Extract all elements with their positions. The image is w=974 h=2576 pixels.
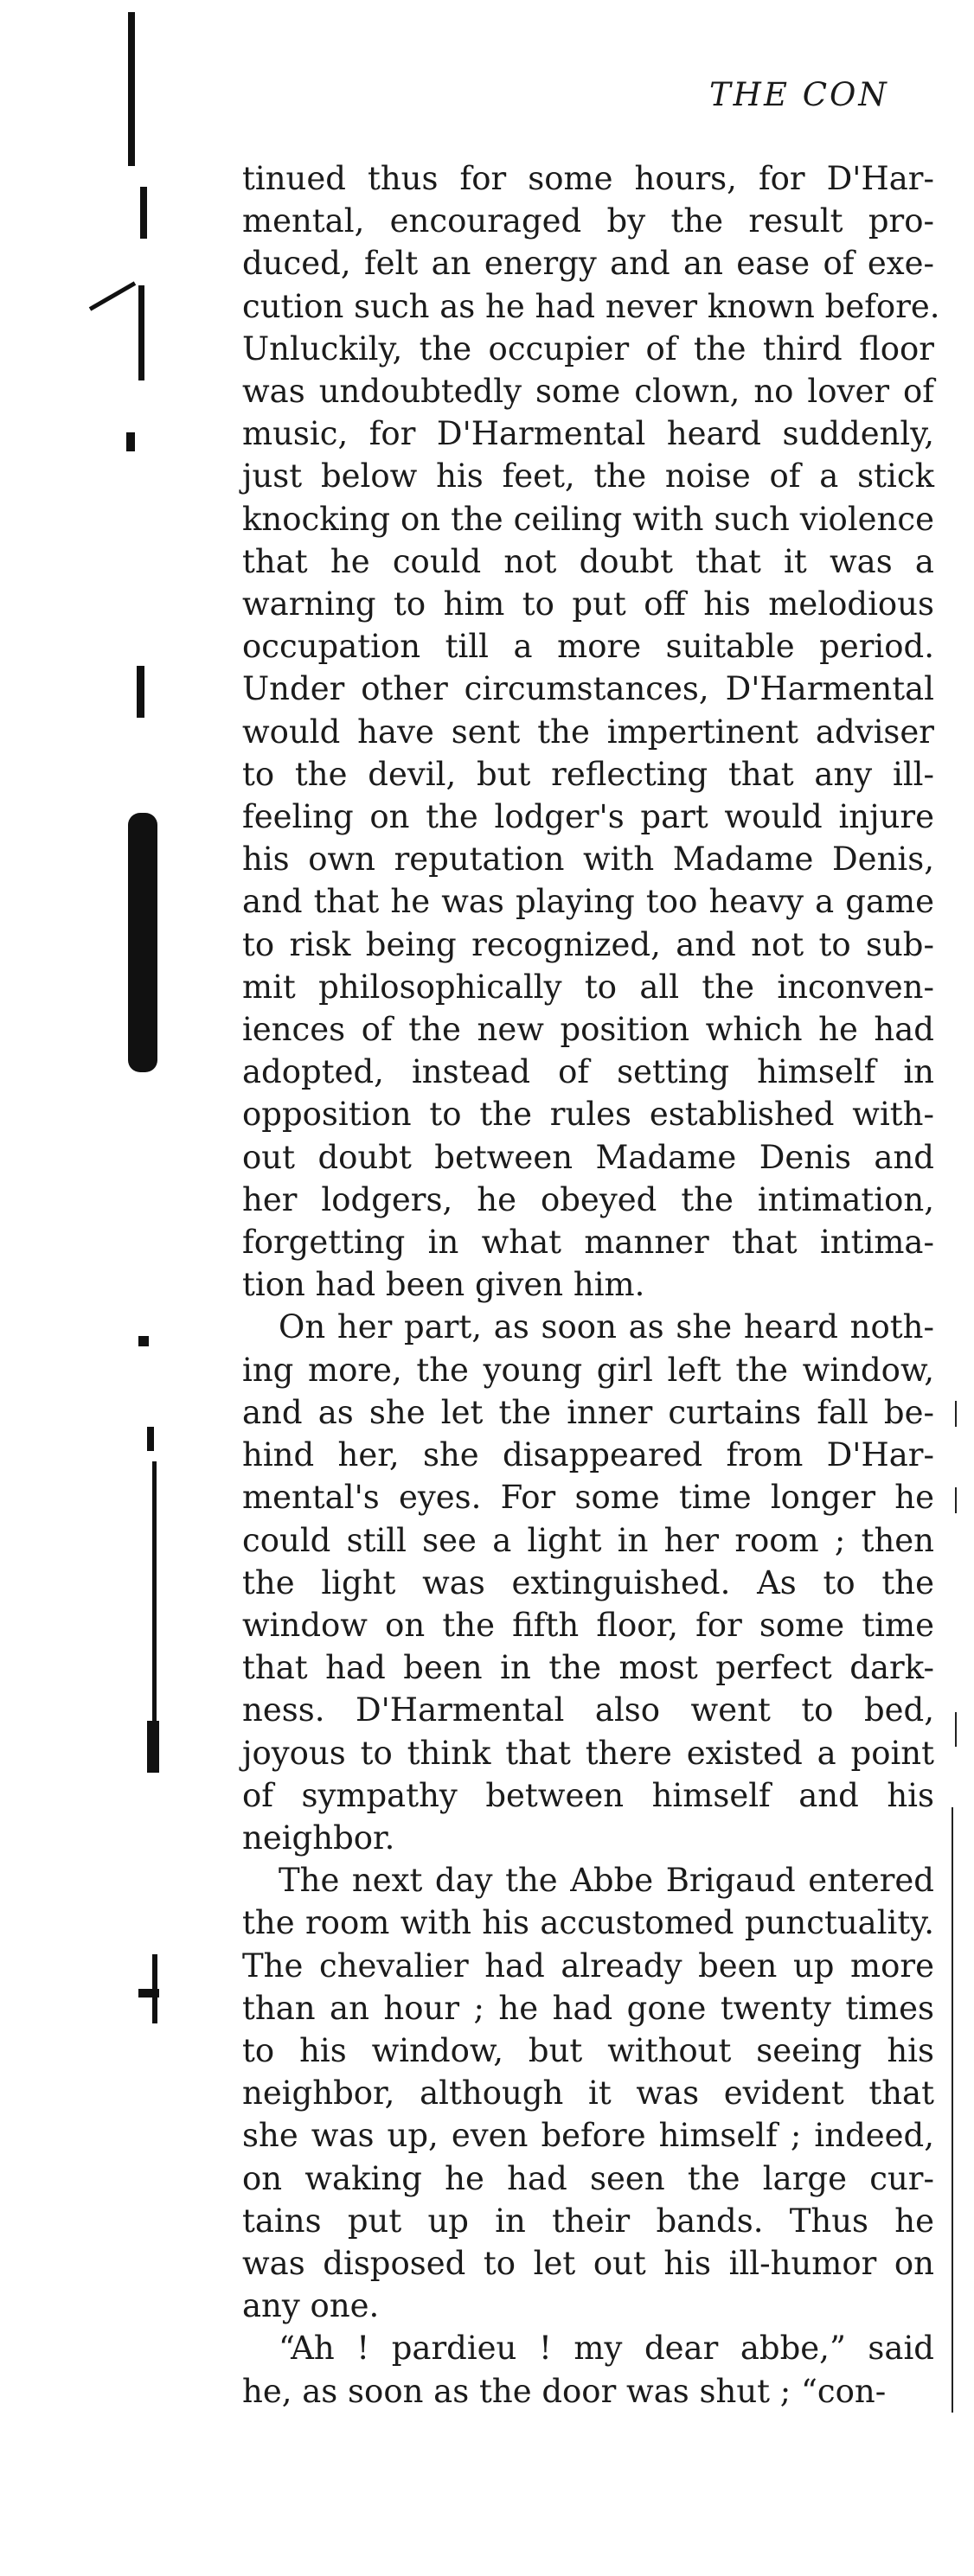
text-line: tains put up in their bands. Thus he <box>242 2202 934 2240</box>
page-edge-dash-1 <box>955 1401 957 1427</box>
text-line: feeling on the lodger's part would injure <box>242 798 934 836</box>
text-line: she was up, even before himself ; indeed, <box>242 2117 934 2155</box>
text-line: was undoubtedly some clown, no lover of <box>242 373 934 411</box>
text-line: to his window, but without seeing his <box>242 2031 934 2069</box>
paragraph-1 <box>242 157 940 1306</box>
running-head: THE CON <box>709 76 889 113</box>
body-text <box>242 157 940 2413</box>
text-line: tion had been given him. <box>242 1266 645 1304</box>
text-line: The chevalier had already been up more <box>242 1946 934 1985</box>
text-line: music, for D'Harmental heard suddenly, <box>242 415 934 453</box>
binding-mark-bottom-hook <box>138 1989 159 1998</box>
text-line: was disposed to let out his ill-humor on <box>242 2244 934 2282</box>
text-line: hind her, she disappeared from D'Har- <box>242 1436 934 1474</box>
binding-speck-3 <box>138 1336 149 1346</box>
binding-mark-lower-stem <box>152 1461 157 1764</box>
text-line: neighbor. <box>242 1819 395 1857</box>
text-line: warning to him to put off his melodious <box>242 585 934 623</box>
text-line: opposition to the rules established with- <box>242 1096 934 1134</box>
text-line: occupation till a more suitable period. <box>242 628 934 666</box>
text-line: of sympathy between himself and his <box>242 1776 934 1814</box>
text-line: mental, encouraged by the result pro- <box>242 202 934 240</box>
binding-speck-1 <box>126 432 135 451</box>
text-line: that he could not doubt that it was a <box>242 542 934 580</box>
text-line: knocking on the ceiling with such violence <box>242 500 934 538</box>
page-edge-dash-2 <box>955 1487 957 1513</box>
ink-blot <box>128 813 157 1072</box>
text-line: the light was extinguished. As to the <box>242 1563 934 1601</box>
text-line: adopted, instead of setting himself in <box>242 1053 934 1091</box>
page-edge-dash-3 <box>955 1712 957 1747</box>
text-line: to the devil, but reflecting that any ill- <box>242 755 934 793</box>
text-line: window on the fifth floor, for some time <box>242 1606 934 1644</box>
text-line: Under other circumstances, D'Harmental <box>242 670 934 708</box>
text-line: mit philosophically to all the inconven- <box>242 968 934 1006</box>
text-line: than an hour ; he had gone twenty times <box>242 1989 934 2027</box>
text-line: any one. <box>242 2287 380 2325</box>
text-line: The next day the Abbe Brigaud entered <box>279 1862 934 1900</box>
text-line: just below his feet, the noise of a stick <box>242 457 934 495</box>
text-line: would have sent the impertinent adviser <box>242 713 934 751</box>
text-line: mental's eyes. For some time longer he <box>242 1479 934 1517</box>
text-line: “Ah ! pardieu ! my dear abbe,” said <box>279 2330 934 2368</box>
text-line: On her part, as soon as she heard noth- <box>279 1308 934 1346</box>
text-line: ing more, the young girl left the window, <box>242 1351 934 1389</box>
binding-mark-stem <box>138 285 144 380</box>
text-line: to risk being recognized, and not to sub- <box>242 925 934 963</box>
text-line: out doubt between Madame Denis and <box>242 1138 934 1176</box>
binding-mark-curve <box>89 281 136 310</box>
text-line: he, as soon as the door was shut ; “con- <box>242 2372 887 2410</box>
text-line: Unluckily, the occupier of the third floor <box>242 329 934 368</box>
binding-mark-lower-1 <box>147 1427 154 1451</box>
text-line: her lodgers, he obeyed the intimation, <box>242 1180 934 1218</box>
paragraph-2 <box>242 1306 934 1859</box>
binding-speck-2 <box>137 666 144 718</box>
text-line: could still see a light in her room ; then <box>242 1521 934 1559</box>
text-line: ness. D'Harmental also went to bed, <box>242 1691 934 1729</box>
text-line: that had been in the most perfect dark- <box>242 1649 934 1687</box>
paragraph-3 <box>242 1859 934 2327</box>
text-line: and as she let the inner curtains fall be- <box>242 1393 934 1431</box>
text-line: the room with his accustomed punctuality. <box>242 1904 934 1942</box>
page-edge-rule <box>952 1807 953 2413</box>
paragraph-4 <box>242 2327 934 2412</box>
text-line: duced, felt an energy and an ease of exe- <box>242 245 934 283</box>
text-line: forgetting in what manner that intima- <box>242 1224 934 1262</box>
binding-mark-hook <box>140 187 147 239</box>
text-line: on waking he had seen the large cur- <box>242 2159 934 2197</box>
binding-mark-lower-blot <box>147 1721 159 1773</box>
text-line: iences of the new position which he had <box>242 1011 934 1049</box>
text-line: cution such as he had never known before. <box>242 287 940 325</box>
text-line: joyous to think that there existed a point <box>242 1734 934 1772</box>
text-line: his own reputation with Madame Denis, <box>242 841 934 879</box>
text-line: and that he was playing too heavy a game <box>242 883 934 921</box>
text-line: neighbor, although it was evident that <box>242 2074 934 2113</box>
binding-mark-top <box>128 12 135 166</box>
text-line: tinued thus for some hours, for D'Har- <box>242 160 934 197</box>
